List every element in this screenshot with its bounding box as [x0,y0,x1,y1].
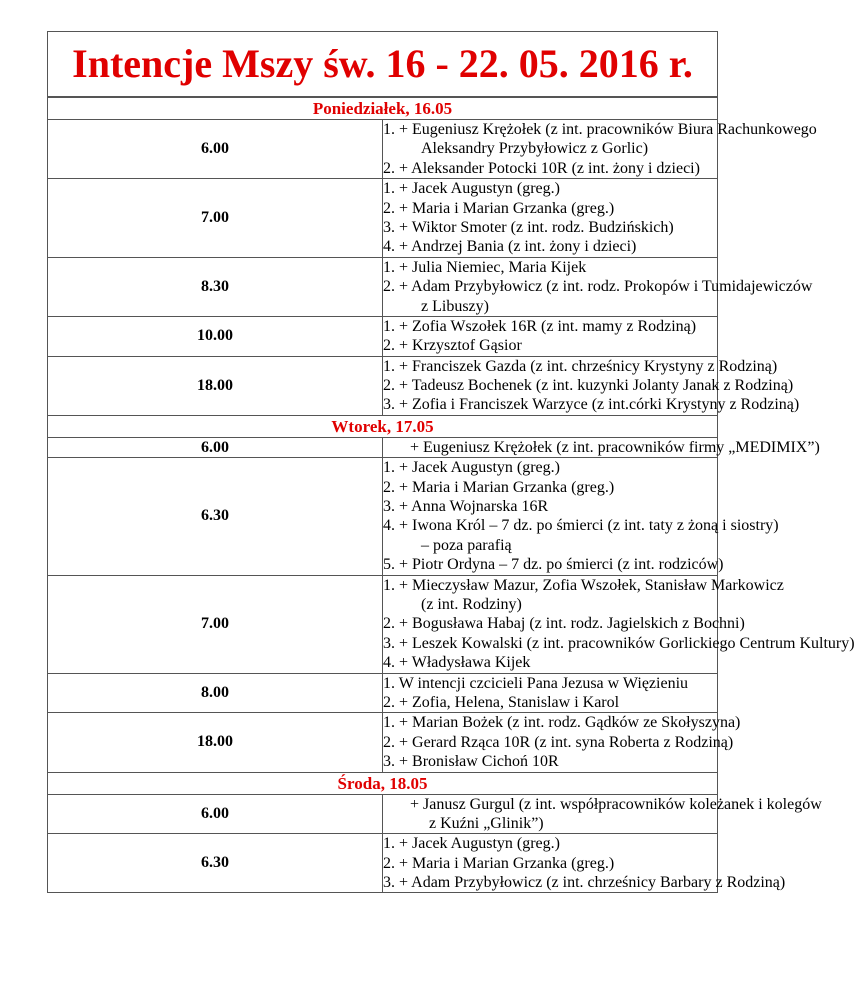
day-header-row [48,98,718,120]
mass-row [48,179,718,258]
mass-time: 6.30 [48,458,383,575]
intentions-cell [383,356,800,415]
intention-line: 1. + Jacek Augustyn (greg.) [383,459,560,477]
intentions-cell [383,179,718,258]
intention-line: 3. + Zofia i Franciszek Warzyce (z int.córki Krystyny z Rodziną) [383,396,800,414]
intention-line: 5. + Piotr Ordyna – 7 dz. po śmierci (z int. rodziców) [383,556,724,574]
intentions-cell [383,257,813,316]
intention-line: 1. W intencji czcicieli Pana Jezusa w Więzieniu [383,674,689,692]
intention-line: 3. + Adam Przybyłowicz (z int. chrześnicy Barbary z Rodziną) [383,874,786,892]
intentions-cell [383,437,820,457]
mass-row [48,356,718,415]
mass-time: 7.00 [48,179,383,258]
intention-line: 2. + Maria i Marian Grzanka (greg.) [383,478,615,496]
intentions-cell [383,316,718,356]
mass-time: 18.00 [48,713,383,772]
intention-line: 2. + Maria i Marian Grzanka (greg.) [383,854,615,872]
page-title: Intencje Mszy św. 16 - 22. 05. 2016 r. [72,41,693,86]
intention-line: 3. + Anna Wojnarska 16R [383,498,549,516]
intention-line: + Janusz Gurgul (z int. współpracowników koleżanek i kolegów [410,795,822,813]
mass-row [48,458,718,575]
intention-line: 1. + Jacek Augustyn (greg.) [383,835,560,853]
intention-line: z Kuźni „Glinik”) [429,814,544,832]
mass-time: 6.00 [48,437,383,457]
intention-line: 4. + Iwona Król – 7 dz. po śmierci (z int. taty z żoną i siostry) [383,517,779,535]
title-box [47,31,718,97]
intention-line: 4. + Władysława Kijek [383,654,531,672]
day-header: Poniedziałek, 16.05 [48,98,718,120]
intention-line: 2. + Tadeusz Bochenek (z int. kuzynki Jolanty Janak z Rodziną) [383,377,794,395]
intention-line: 1. + Mieczysław Mazur, Zofia Wszołek, Stanisław Markowicz [383,576,784,594]
intentions-cell [383,458,779,575]
day-header: Wtorek, 17.05 [48,415,718,437]
day-header-row [48,772,718,794]
intentions-cell [383,575,855,673]
intentions-cell [383,673,718,713]
mass-row [48,257,718,316]
mass-row [48,120,718,179]
day-header: Środa, 18.05 [48,772,718,794]
mass-row [48,673,718,713]
mass-time: 6.00 [48,794,383,834]
mass-time: 6.00 [48,120,383,179]
intention-line: 1. + Eugeniusz Krężołek (z int. pracowników Biura Rachunkowego [383,121,817,138]
day-header-row [48,415,718,437]
intention-line: 2. + Bogusława Habaj (z int. rodz. Jagielskich z Bochni) [383,615,745,633]
intention-line: 1. + Jacek Augustyn (greg.) [383,180,560,198]
intention-line: 4. + Andrzej Bania (z int. żony i dzieci) [383,238,637,256]
mass-time: 8.00 [48,673,383,713]
mass-row [48,794,718,834]
mass-time: 7.00 [48,575,383,673]
mass-row [48,316,718,356]
intentions-cell [383,713,741,772]
mass-time: 10.00 [48,316,383,356]
mass-time: 18.00 [48,356,383,415]
mass-row [48,834,718,893]
intention-line: 3. + Bronisław Cichoń 10R [383,753,559,771]
mass-row [48,575,718,673]
mass-time: 6.30 [48,834,383,893]
intention-line: 2. + Aleksander Potocki 10R (z int. żony i dzieci) [383,159,700,177]
intention-line: 1. + Zofia Wszołek 16R (z int. mamy z Rodziną) [383,317,697,335]
mass-row [48,713,718,772]
mass-row [48,437,718,457]
intention-line: 2. + Krzysztof Gąsior [383,337,522,355]
intention-line: (z int. Rodziny) [421,595,522,613]
schedule-table [47,97,855,893]
intention-line: 2. + Gerard Rząca 10R (z int. syna Roberta z Rodziną) [383,733,734,751]
intention-line: z Libuszy) [421,297,489,315]
intention-line: 2. + Zofia, Helena, Stanislaw i Karol [383,693,620,711]
intention-line: 1. + Marian Bożek (z int. rodz. Gądków ze Skołyszyna) [383,714,741,732]
intention-line: 2. + Maria i Marian Grzanka (greg.) [383,199,615,217]
intention-line: 1. + Julia Niemiec, Maria Kijek [383,258,587,276]
mass-time: 8.30 [48,257,383,316]
intentions-cell [383,120,817,179]
intention-line: 3. + Wiktor Smoter (z int. rodz. Budzińskich) [383,218,674,236]
intention-line: 3. + Leszek Kowalski (z int. pracowników Gorlickiego Centrum Kultury) [383,634,855,652]
intention-line: 1. + Franciszek Gazda (z int. chrześnicy Krystyny z Rodziną) [383,357,778,375]
intention-line: 2. + Adam Przybyłowicz (z int. rodz. Prokopów i Tumidajewiczów [383,278,813,296]
intentions-cell [383,834,786,893]
intention-line: + Eugeniusz Krężołek (z int. pracowników firmy „MEDIMIX”) [410,438,820,456]
intention-line: Aleksandry Przybyłowicz z Gorlic) [421,140,649,158]
intention-line: – poza parafią [421,536,512,554]
intentions-cell [383,794,822,834]
